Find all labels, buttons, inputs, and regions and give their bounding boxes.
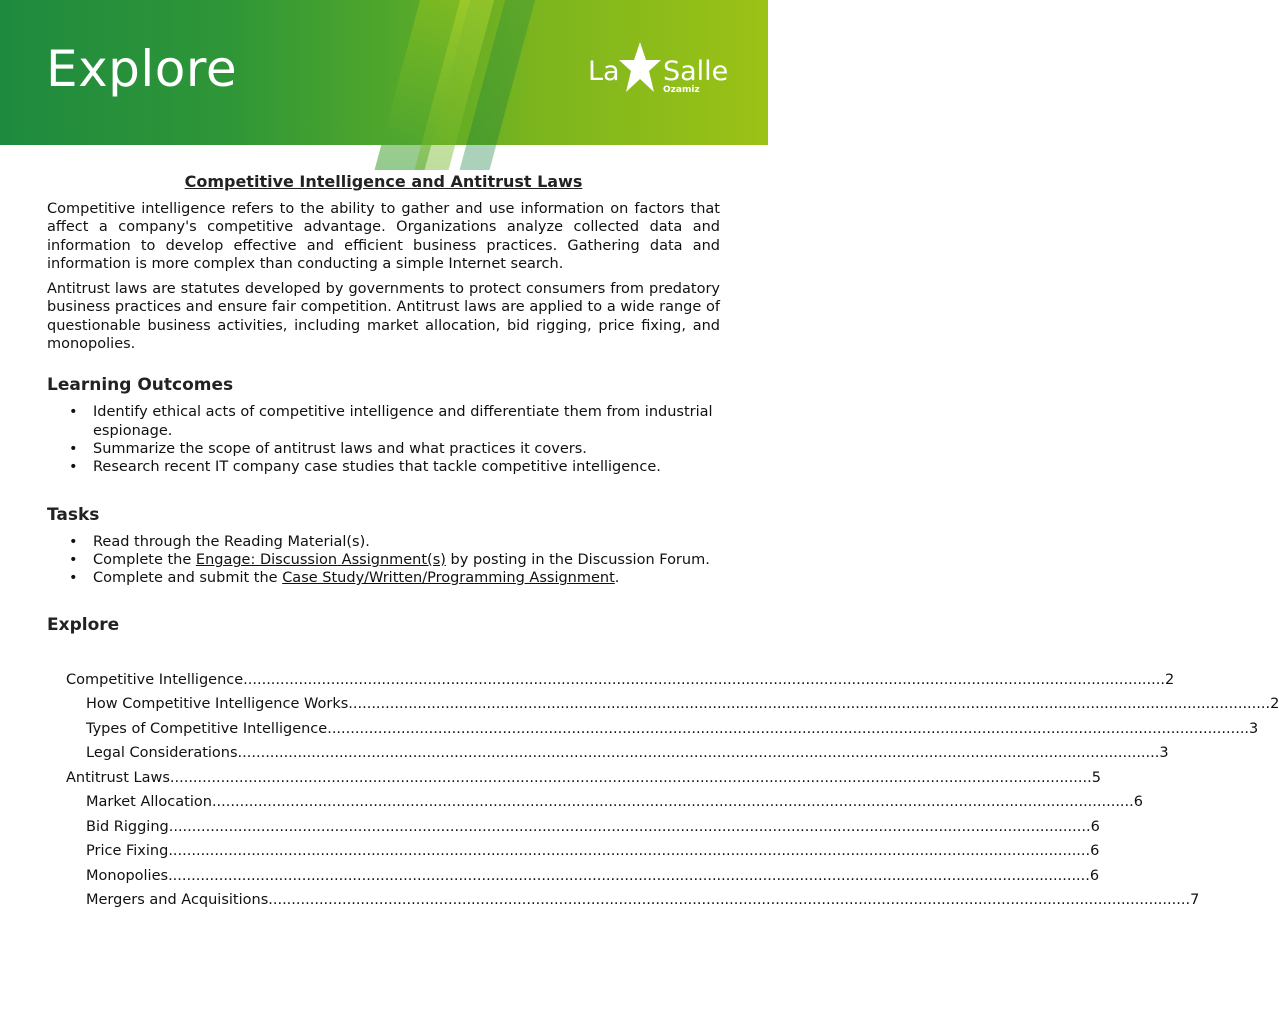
toc-entry[interactable] — [66, 770, 1101, 786]
toc-page: 2 — [1164, 672, 1175, 688]
toc-label: Bid Rigging — [86, 819, 169, 835]
task-text: Complete and submit the — [93, 570, 283, 587]
toc-leader: ........................................................................................................................................................................................................ — [169, 770, 1092, 786]
tasks-heading: Tasks — [47, 504, 100, 525]
toc-label: Mergers and Acquisitions — [86, 892, 269, 908]
task-text: . — [614, 570, 620, 587]
toc-label: Legal Considerations — [86, 745, 238, 761]
document-title: Competitive Intelligence and Antitrust Laws — [184, 172, 583, 191]
toc-leader: ........................................................................................................................................................................................................ — [168, 868, 1090, 884]
toc-page: 6 — [1090, 843, 1100, 859]
toc-entry[interactable] — [66, 672, 1175, 688]
learning-outcomes-heading: Learning Outcomes — [47, 375, 234, 396]
toc-entry[interactable] — [86, 721, 1259, 737]
toc-entry[interactable] — [86, 868, 1100, 884]
toc-label: How Competitive Intelligence Works — [86, 696, 349, 712]
toc-leader: ........................................................................................................................................................................................................ — [268, 892, 1191, 908]
toc-leader: ........................................................................................................................................................................................................ — [237, 745, 1160, 761]
toc-leader: ........................................................................................................................................................................................................ — [168, 819, 1091, 835]
list-item: • Identify ethical acts of competitive intelligence and differentiate them from industrial espionage. — [93, 403, 720, 440]
toc-page: 6 — [1090, 819, 1100, 835]
toc-leader: ........................................................................................................................................................................................................ — [327, 721, 1250, 737]
toc-leader: ........................................................................................................................................................................................................ — [348, 696, 1271, 712]
case-study-assignment-link[interactable]: Case Study/Written/Programming Assignment — [282, 570, 615, 587]
learning-outcomes-list — [47, 403, 720, 476]
star-icon — [618, 40, 662, 96]
toc-entry[interactable] — [86, 745, 1169, 761]
toc-entry[interactable] — [86, 892, 1200, 908]
toc-entry[interactable] — [86, 794, 1143, 810]
toc-page: 6 — [1089, 868, 1100, 884]
toc-label: Types of Competitive Intelligence — [86, 721, 328, 737]
toc-entry[interactable] — [86, 843, 1100, 859]
toc-page: 6 — [1133, 794, 1143, 810]
task-text: by posting in the Discussion Forum. — [445, 551, 710, 568]
list-item — [93, 569, 720, 587]
toc-leader: ........................................................................................................................................................................................................ — [168, 843, 1091, 859]
document-body — [47, 172, 720, 635]
logo-text-la: La — [588, 56, 620, 87]
toc-page: 3 — [1249, 721, 1259, 737]
explore-heading: Explore — [47, 615, 120, 636]
list-item: • Read through the Reading Material(s). — [93, 533, 720, 551]
toc-leader: ........................................................................................................................................................................................................ — [211, 794, 1134, 810]
toc-label: Competitive Intelligence — [66, 672, 244, 688]
banner-title: Explore — [46, 40, 238, 98]
toc-label: Monopolies — [86, 868, 169, 884]
toc-entry[interactable] — [86, 696, 1279, 712]
list-item: • Summarize the scope of antitrust laws and what practices it covers. — [93, 440, 720, 458]
logo-text-salle: Salle — [663, 56, 729, 87]
task-text: Complete the — [93, 551, 196, 568]
list-item — [93, 551, 720, 569]
toc-page: 2 — [1270, 696, 1279, 712]
logo-subtitle: Ozamiz — [663, 85, 700, 95]
toc-page: 5 — [1091, 770, 1101, 786]
toc-label: Market Allocation — [86, 794, 212, 810]
toc-entry[interactable] — [86, 819, 1100, 835]
paragraph-competitive-intelligence: Competitive intelligence refers to the ability to gather and use information on factors that affect a company's competitive advantage. Organizations analyze collected data and information to develop effective and efficient business practices. Gathering data and information is more complex than conducting a simple Internet search. — [47, 201, 720, 272]
tasks-list — [47, 533, 720, 588]
header-banner — [0, 0, 768, 145]
paragraph-antitrust-laws: Antitrust laws are statutes developed by governments to protect consumers from predatory business practices and ensure fair competition. Antitrust laws are applied to a wide range of questionable business activities, including market allocation, bid rigging, price fixing, and monopolies. — [47, 281, 720, 353]
discussion-assignment-link[interactable]: Engage: Discussion Assignment(s) — [195, 551, 446, 568]
toc-page: 7 — [1190, 892, 1200, 908]
toc-leader: ........................................................................................................................................................................................................ — [243, 672, 1165, 688]
toc-label: Price Fixing — [86, 843, 169, 859]
la-salle-logo — [588, 40, 738, 100]
toc-page: 3 — [1159, 745, 1169, 761]
list-item: • Research recent IT company case studies that tackle competitive intelligence. — [93, 458, 720, 476]
toc-label: Antitrust Laws — [66, 770, 170, 786]
